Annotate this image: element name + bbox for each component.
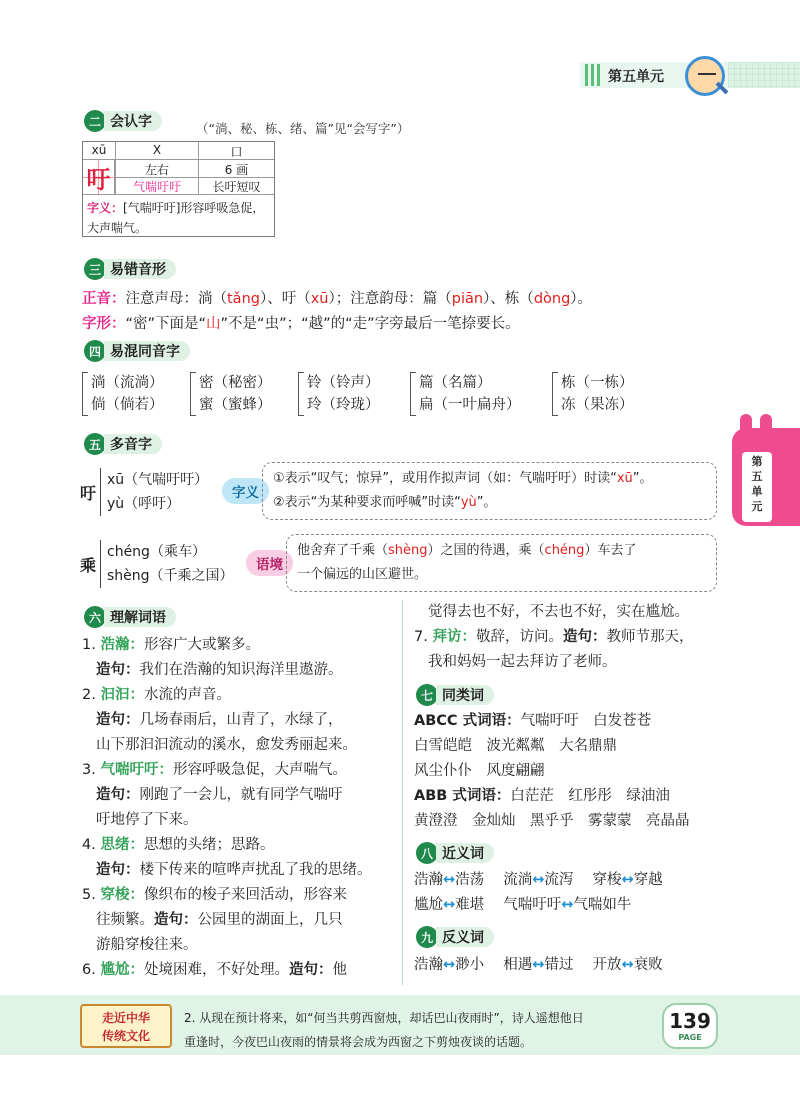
page-number-badge	[662, 1003, 718, 1049]
column-divider	[402, 600, 403, 985]
homophone-group: 铃（铃声） 玲（玲珑）	[298, 372, 380, 416]
section-title: 易错音形	[104, 259, 176, 279]
pronunciation-line: 正音：注意声母：淌（tǎng）、吁（xū）；注意韵母：篇（piān）、栋（dòng）。	[82, 291, 593, 307]
character-card	[82, 141, 275, 237]
synonym-list: 浩瀚↔浩荡 流淌↔流泻 穿梭↔穿越 尴尬↔难堪 气喘吁吁↔气喘如牛	[414, 872, 663, 913]
mascot-icon	[685, 56, 725, 96]
section-title: 近义词	[436, 843, 494, 863]
section-number: 五	[84, 433, 106, 455]
section-number: 二	[84, 110, 106, 132]
structure-cell: 左右	[144, 163, 169, 177]
meaning-box: ①表示“叹气；惊异”，或用作拟声词（如：气喘吁吁）时读“xū”。 ②表示“为某种要求而呼喊”时读“yù”。	[262, 462, 717, 520]
word-cell-2: 长吁短叹	[212, 180, 261, 194]
section-title: 会认字	[104, 111, 162, 131]
meaning-pill: 字义	[222, 478, 269, 504]
homophone-group: 密（秘密） 蜜（蜜蜂）	[190, 372, 272, 416]
list-item: 5. 穿梭：像织布的梭子来回活动，形容来	[82, 887, 347, 903]
footer-note: 2. 从现在预计将来，如“何当共剪西窗烛，却话巴山夜雨时”，诗人遥想他日 重逢时，今夜巴山夜雨的情景将会成为西窗之下剪烛夜谈的话题。	[184, 1011, 584, 1049]
section-2-heading	[84, 110, 162, 132]
header-stripes	[585, 64, 601, 86]
section-title: 易混同音字	[104, 341, 190, 361]
section-title: 反义词	[436, 927, 494, 947]
glyph-line: 字形：“密”下面是“山”不是“虫”；“越”的“走”字旁最后一笔捺要长。	[82, 316, 520, 332]
section-6-heading	[84, 606, 176, 628]
section-number: 八	[416, 842, 438, 864]
unit-title: 第五单元	[608, 69, 664, 85]
pinyin-cell: xū	[91, 143, 107, 157]
polyphone-char-2: 乘	[80, 556, 97, 575]
section-5-heading	[84, 433, 162, 455]
homophone-group: 篇（名篇） 扁（一叶扁舟）	[410, 372, 521, 416]
page-label: PAGE	[678, 1033, 702, 1042]
side-tab-label: 第五单元	[742, 452, 772, 522]
culture-badge: 走近中华 传统文化	[80, 1004, 172, 1048]
list-item: 1. 浩瀚：形容广大或繁多。	[82, 637, 260, 653]
vocabulary-list: 1. 浩瀚：形容广大或繁多。 造句：我们在浩瀚的知识海洋里遨游。 2. 汩汩：水流的声音。 造句：几场春雨后，山青了，水绿了， 山下那汩汩流动的溪水，愈发秀丽起来。 3. 气喘吁吁：形容呼吸急促，大声喘气。 造句：刚跑了一会儿，就有同学气喘吁 吁地停了下来。 4. 思绪：思想的头绪；思路。 造句：楼下传来的喧哗声扰乱了我的思绪。 5. 穿梭：像织布的梭子来回活动，形容来 往频繁。造句：公园里的湖面上，几只 游船穿梭往来。 6. 尴尬：处境困难，不好处理。造句：他	[82, 633, 394, 983]
section-2-note: （“淌、秘、栋、绪、篇”见“会写字”）	[196, 121, 410, 136]
list-item: 2. 汩汩：水流的声音。	[82, 687, 231, 703]
section-number: 四	[84, 340, 106, 362]
list-item: 6. 尴尬：处境困难，不好处理。造句：他	[82, 962, 347, 978]
section-4-heading	[84, 340, 190, 362]
vocabulary-list-continued: 觉得去也不好，不去也不好，实在尴尬。 7. 拜访：敬辞，访问。造句：教师节那天， 我和妈妈一起去拜访了老师。	[414, 600, 734, 675]
section-number: 九	[416, 926, 438, 948]
section-number: 三	[84, 258, 106, 280]
section-number: 六	[84, 606, 106, 628]
context-pill: 语境	[246, 550, 293, 576]
polyphone-readings-2: chéng（乘车） shèng（千乘之国）	[100, 540, 234, 588]
character-meaning: 字义：[气喘吁吁]形容呼吸急促，大声喘气。	[87, 201, 265, 235]
section-9-heading	[416, 926, 494, 948]
target-character: 吁	[83, 160, 115, 194]
context-box: 他舍弃了千乘（shèng）之国的待遇，乘（chéng）车去了 一个偏远的山区避世。	[286, 534, 717, 592]
header-grid-decoration	[728, 62, 800, 88]
antonym-list: 浩瀚↔渺小 相遇↔错过 开放↔衰败	[414, 957, 663, 973]
word-cell-1: 气喘吁吁	[132, 180, 181, 194]
section-title: 同类词	[436, 685, 494, 705]
section-8-heading	[416, 842, 494, 864]
section-3-heading	[84, 258, 176, 280]
strokes-cell: 6 画	[224, 163, 249, 177]
section-title: 理解词语	[104, 607, 176, 627]
section-7-heading	[416, 684, 494, 706]
polyphone-readings-1: xū（气喘吁吁） yù（呼吁）	[100, 468, 208, 516]
homophone-group: 栋（一栋） 冻（果冻）	[552, 372, 634, 416]
list-item: 4. 思绪：思想的头绪；思路。	[82, 837, 275, 853]
radical-col-cell: X	[152, 143, 162, 157]
radical-cell: 口	[230, 145, 243, 159]
homophone-group: 淌（流淌） 倘（倘若）	[82, 372, 164, 416]
section-number: 七	[416, 684, 438, 706]
list-item: 3. 气喘吁吁：形容呼吸急促，大声喘气。	[82, 762, 347, 778]
section-title: 多音字	[104, 434, 162, 454]
list-item: 7. 拜访：敬辞，访问。造句：教师节那天，	[414, 629, 694, 645]
polyphone-char-1: 吁	[80, 484, 97, 503]
page-number: 139	[669, 1009, 711, 1033]
same-type-words: ABCC 式词语：气喘吁吁 白发苍苍 白雪皑皑 波光粼粼 大名鼎鼎 风尘仆仆 风度翩翩 ABB 式词语：白茫茫 红彤彤 绿油油 黄澄澄 金灿灿 黑乎乎 雾蒙蒙 亮晶晶	[414, 713, 690, 829]
